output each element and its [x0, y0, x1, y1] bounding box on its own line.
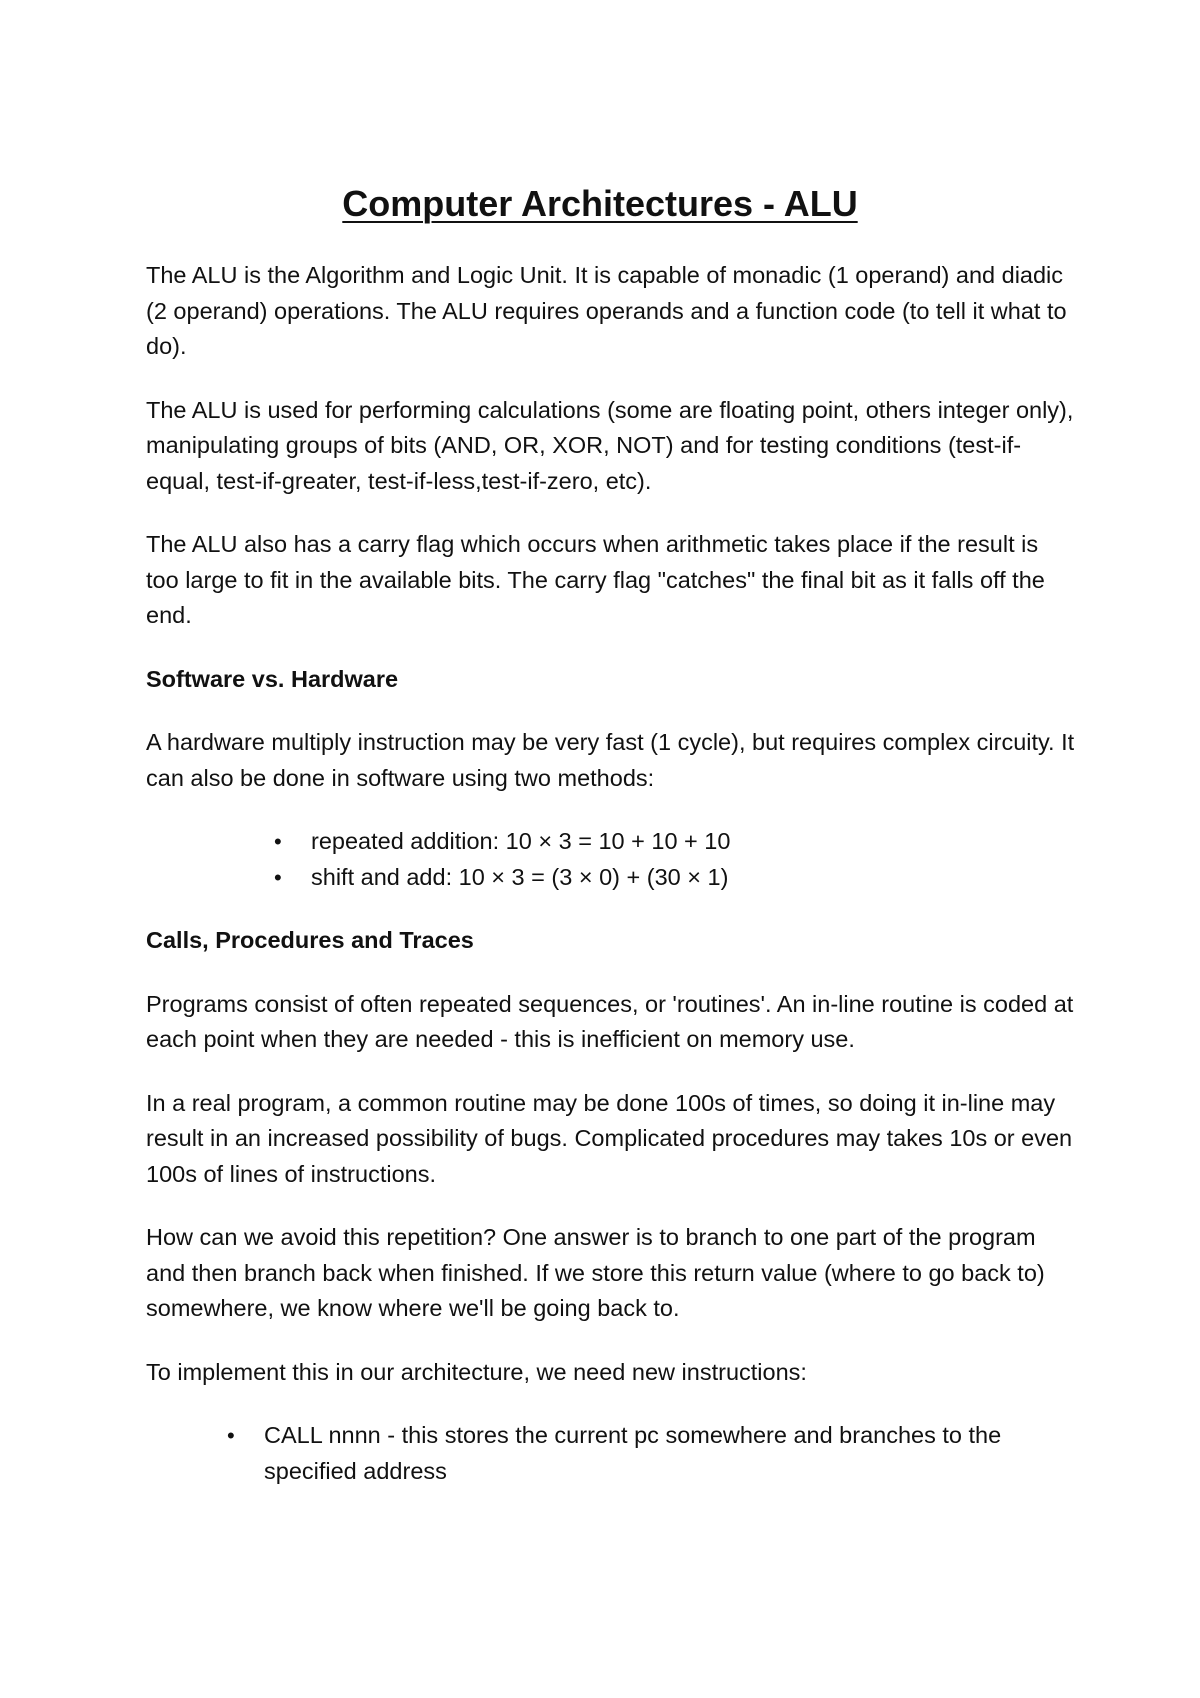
heading-software-vs-hardware: Software vs. Hardware [146, 665, 399, 692]
bullet-icon: • [227, 1423, 235, 1448]
paragraph-routines: Programs consist of often repeated sequences, or 'routines'. An in-line routine is coded at each point when they are needed - this is inefficient on memory use. [146, 990, 1074, 1052]
bullet-icon: • [274, 864, 282, 890]
list-item [146, 824, 1076, 860]
page-title: Computer Architectures - ALU [342, 183, 858, 224]
list-item-text: CALL nnnn - this stores the current pc somewhere and branches to the specified address [264, 1422, 1002, 1484]
heading-calls-procedures-traces: Calls, Procedures and Traces [146, 927, 474, 953]
paragraph-hardware-multiply: A hardware multiply instruction may be very fast (1 cycle), but requires complex circuity. It can also be done in software using two methods: [146, 729, 1075, 791]
list-item-text: shift and add: 10 × 3 = (3 × 0) + (30 × 1) [311, 863, 729, 890]
list-item [146, 860, 1076, 896]
paragraph-new-instructions: To implement this in our architecture, we need new instructions: [146, 1358, 807, 1385]
document-body [146, 258, 1076, 1517]
instructions-list [146, 1418, 1076, 1489]
paragraph-alu-uses: The ALU is used for performing calculations (some are floating point, others integer only), manipulating groups of bits (AND, OR, XOR, NOT) and for testing conditions (test-if-equal, test-if-greater, test-if-less,test-if-zero, etc). [146, 396, 1074, 494]
paragraph-carry-flag: The ALU also has a carry flag which occurs when arithmetic takes place if the result is too large to fit in the available bits. The carry flag "catches" the final bit as it falls off the end. [146, 531, 1045, 628]
list-item [146, 1418, 1076, 1489]
paragraph-alu-definition: The ALU is the Algorithm and Logic Unit. It is capable of monadic (1 operand) and diadic (2 operand) operations. The ALU requires operands and a function code (to tell it what to do). [146, 262, 1067, 359]
paragraph-real-program: In a real program, a common routine may be done 100s of times, so doing it in-line may result in an increased possibility of bugs. Complicated procedures may takes 10s or even 100s of lines of instructions. [146, 1089, 1073, 1187]
bullet-icon: • [274, 829, 282, 854]
multiply-methods-list [146, 824, 1076, 895]
paragraph-avoid-repetition: How can we avoid this repetition? One answer is to branch to one part of the program and then branch back when finished. If we store this return value (where to go back to) somewhere, we know where we'll be going back to. [146, 1224, 1045, 1321]
list-item-text: repeated addition: 10 × 3 = 10 + 10 + 10 [311, 828, 731, 854]
